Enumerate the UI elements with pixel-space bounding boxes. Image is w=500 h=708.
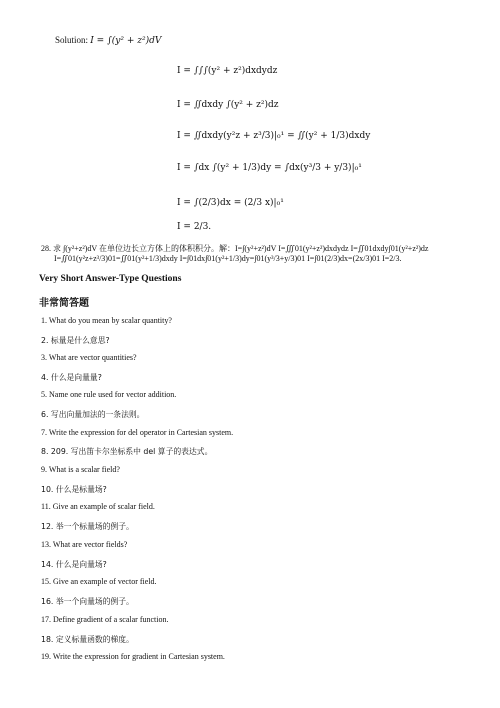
- problem-28-line2: I=∬01(y²z+z³/3)01=∬01(y²+1/3)dxdy I=∫01dx∫01(y²+1/3)dy=∫01(y³/3+y/3)01 I=∫01(2/3)dx=(2x/3)01 I=2/3.: [54, 254, 402, 263]
- heading-chinese: 非常简答题: [39, 298, 89, 309]
- heading-english: Very Short Answer-Type Questions: [39, 274, 182, 284]
- equation-2: I = ∬dxdy ∫(y² + z²)dz: [177, 100, 279, 110]
- question-item: 14. 什么是向量场?: [41, 560, 107, 569]
- question-item: 13. What are vector fields?: [41, 540, 128, 549]
- question-item: 15. Give an example of vector field.: [41, 577, 157, 586]
- solution-line: [55, 35, 161, 46]
- question-item: 2. 标量是什么意思?: [41, 336, 110, 345]
- question-item: 6. 写出向量加法的一条法则。: [41, 410, 145, 419]
- equation-3: I = ∬dxdy(y²z + z³/3)|₀¹ = ∬(y² + 1/3)dxdy: [177, 131, 371, 141]
- question-item: 12. 举一个标量场的例子。: [41, 522, 134, 531]
- solution-label: Solution:: [55, 35, 89, 45]
- equation-1: I = ∫∫∫(y² + z²)dxdydz: [177, 66, 278, 76]
- equation-6: I = 2/3.: [177, 222, 212, 232]
- equation-4: I = ∫dx ∫(y² + 1/3)dy = ∫dx(y³/3 + y/3)|₀¹: [177, 163, 362, 173]
- question-item: 18. 定义标量函数的梯度。: [41, 635, 134, 644]
- question-item: 9. What is a scalar field?: [41, 465, 120, 474]
- question-item: 3. What are vector quantities?: [41, 353, 137, 362]
- question-item: 11. Give an example of scalar field.: [41, 502, 155, 511]
- question-item: 4. 什么是向量量?: [41, 373, 102, 382]
- question-item: 19. Write the expression for gradient in Cartesian system.: [41, 652, 225, 661]
- solution-integral: I = ∫(y² + z²)dV: [90, 36, 162, 46]
- problem-28: [41, 244, 481, 264]
- equation-5: I = ∫(2/3)dx = (2/3 x)|₀¹: [177, 198, 284, 208]
- problem-28-line1: 28. 求 ∫(y²+z²)dV 在单位边长立方体上的体积积分。解：I=∫(y²+z²)dV I=∭01(y²+z²)dxdydz I=∬01dxdy∫01(y²+z²)dz: [41, 244, 429, 253]
- question-item: 16. 举一个向量场的例子。: [41, 597, 134, 606]
- question-item: 1. What do you mean by scalar quantity?: [41, 316, 172, 325]
- question-item: 17. Define gradient of a scalar function.: [41, 615, 169, 624]
- question-item: 8. 209. 写出笛卡尔坐标系中 del 算子的表达式。: [41, 447, 213, 456]
- question-item: 5. Name one rule used for vector addition.: [41, 390, 177, 399]
- question-item: 7. Write the expression for del operator in Cartesian system.: [41, 428, 234, 437]
- question-item: 10. 什么是标量场?: [41, 485, 107, 494]
